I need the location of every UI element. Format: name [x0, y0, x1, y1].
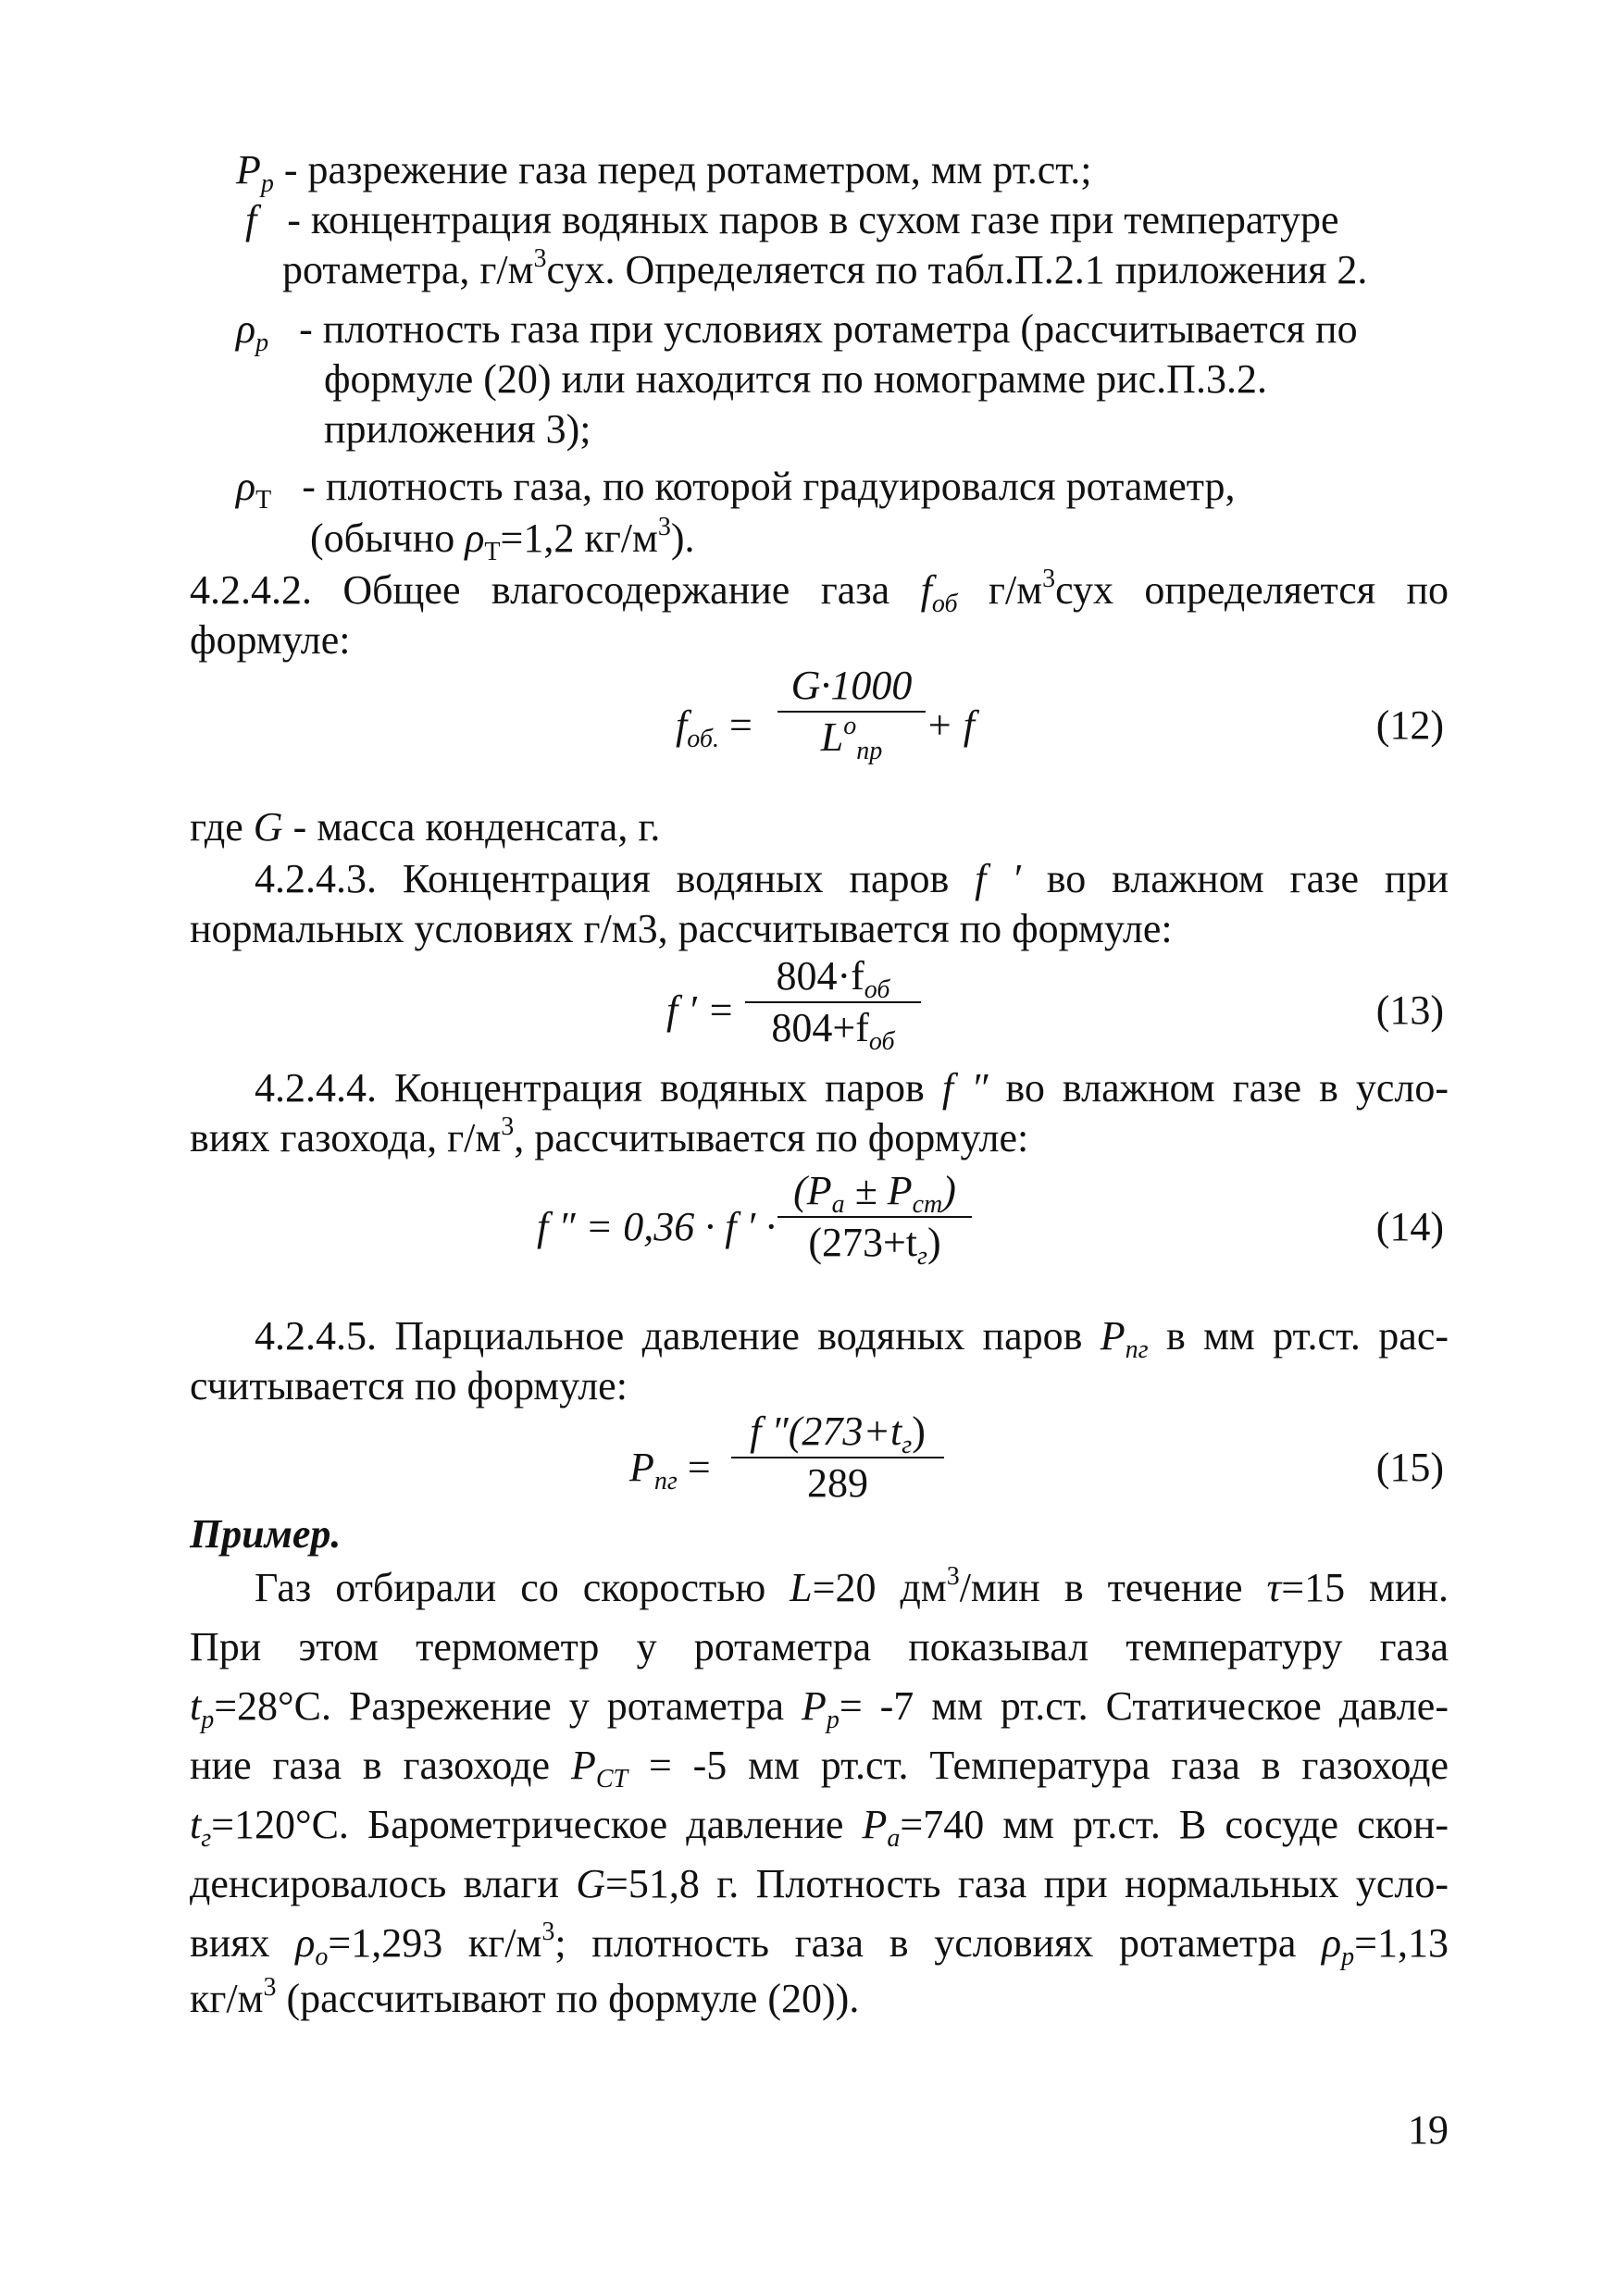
example-line-4: ние газа в газоходе $P_{СТ} = -5$ мм рт.ст. Температура газа в газоходе — [190, 1743, 1449, 1793]
example-line-3: $t_р=28^\circ С$. Разрежение у ротаметра $P_р= -7$ мм рт.ст. Статическое давле- — [190, 1683, 1449, 1734]
eq15-number: (15) — [1375, 1445, 1444, 1490]
where-line: где G - масса конденсата, г. — [190, 804, 661, 850]
page-number: 19 — [1408, 2107, 1449, 2153]
eq13-fraction: $804\cdot f_{об}$ $804+f_{об}$ — [745, 953, 921, 1051]
para-4243: 4.2.4.3. Концентрация водяных паров f ′ во влажном газе при — [255, 856, 1449, 901]
def-f-cont: ротаметра, $г/м^3сух$. Определяется по табл.П.2.1 приложения 2. — [282, 244, 1368, 292]
eq13-lhs: f ′ = — [666, 987, 735, 1033]
def-rho-p: $\rho_p$ - плотность газа при условиях ротаметра (рассчитывается по — [236, 306, 1358, 357]
eq14-fraction: $(P_a \pm P_{ст})$ $(273+t_г)$ — [777, 1168, 972, 1266]
eq12-lhs: $f_{об.}$ = — [676, 702, 753, 753]
para-4243-cont: нормальных условиях г/м3, рассчитывается по формуле: — [190, 906, 1173, 951]
def-rho-p-cont2: приложения 3); — [324, 406, 591, 452]
eq14-lhs: f ″ = 0,36 · f ′ · — [537, 1204, 777, 1249]
eq12-tail: + f — [926, 702, 975, 748]
eq14-number: (14) — [1375, 1204, 1444, 1249]
eq13-number: (13) — [1375, 987, 1444, 1033]
eq15-lhs: $P_{пг}$ = — [629, 1445, 711, 1496]
def-rho-p-cont1: формуле (20) или находится по номограмме рис.П.3.2. — [324, 356, 1267, 402]
example-line-5: $t_г=120^\circ С$. Барометрическое давление $P_а=740$ мм рт.ст. В сосуде скон- — [190, 1802, 1449, 1853]
para-4244-cont: виях газохода, $г/м^3$, рассчитывается по формуле: — [190, 1112, 1029, 1160]
example-line-2: При этом термометр у ротаметра показывал температуру газа — [190, 1624, 1449, 1669]
para-4242-cont: формуле: — [190, 617, 351, 663]
para-4244: 4.2.4.4. Концентрация водяных паров f ″ во влажном газе в усло- — [255, 1065, 1449, 1111]
para-4245: 4.2.4.5. Парциальное давление водяных паров $P_{пг}$ в мм рт.ст. рас- — [255, 1313, 1449, 1364]
example-line-6: денсировалось влаги G=51,8 г. Плотность газа при нормальных усло- — [190, 1861, 1449, 1906]
eq12-number: (12) — [1375, 702, 1444, 748]
def-rho-t: $\rho_Т$ - плотность газа, по которой градуировался ротаметр, — [236, 464, 1236, 515]
example-line-7: виях $\rho_о=1,293$ $кг/м^3$; плотность газа в условиях ротаметра $\rho_р=1,13$ — [190, 1917, 1449, 1971]
example-heading: Пример. — [190, 1511, 342, 1557]
eq15-fraction: f $''(273+t_г)$ 289 — [731, 1409, 944, 1507]
def-pp: $P_p$ - разрежение газа перед ротаметром, мм рт.ст.; — [236, 147, 1092, 198]
example-line-8: $кг/м^3$ (рассчитывают по формуле (20)). — [190, 1973, 860, 2021]
para-4245-cont: считывается по формуле: — [190, 1363, 628, 1409]
eq12-fraction: G·1000 $L^o_{пр}$ — [777, 663, 926, 761]
example-line-1: Газ отбирали со скоростью L=20 $дм^3$/мин в течение τ=15 мин. — [255, 1562, 1449, 1610]
para-4242: 4.2.4.2. Общее влагосодержание газа $f_{об}$ $г/м^3сух$ определяется по — [190, 565, 1449, 618]
def-rho-t-cont: (обычно $\rho_Т=1,2$ $кг/м^3$). — [310, 513, 695, 566]
symbol: P — [236, 147, 261, 192]
def-f: f - концентрация водяных паров в сухом газе при температуре — [245, 197, 1339, 242]
